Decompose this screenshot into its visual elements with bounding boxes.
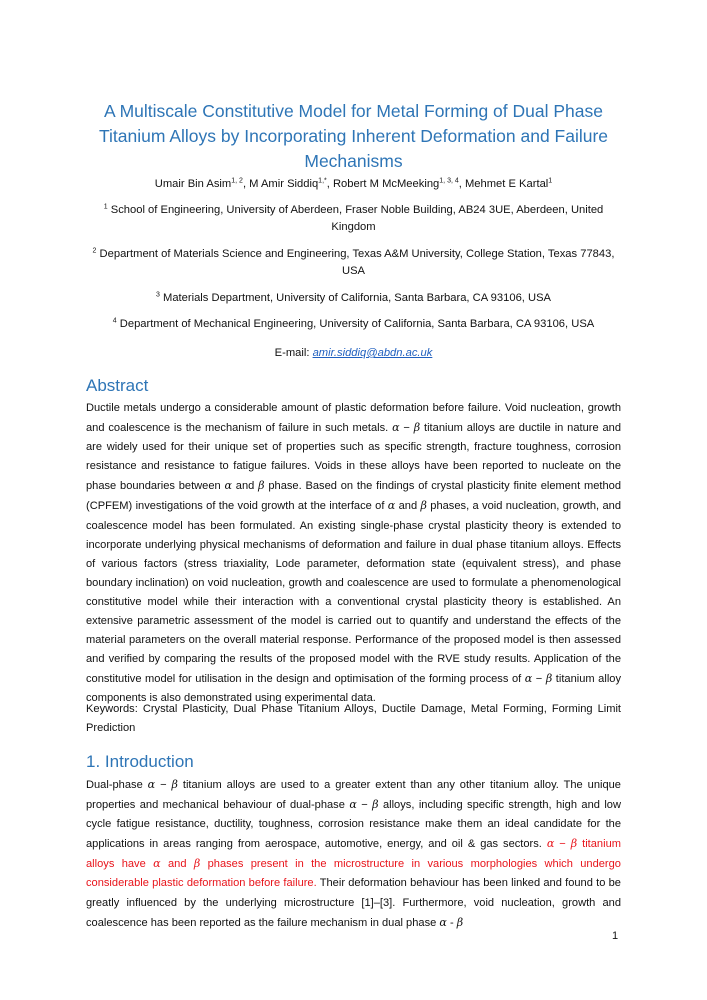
abstract-text: Ductile metals undergo a considerable amount of plastic deformation before failure. Void nucleation, growth and coalescence is the mechanism of failure in such metals. α − β titanium alloys are ductile in nature and are widely used for their unique set of properties such as specific strength, fracture toughness, corrosion resistance and resistance to fatigue failures. Voids in these alloys have been reported to nucleate on the phase boundaries between α and β phase. Based on the findings of crystal plasticity finite element method (CPFEM) investigations of the void growth at the interface of α and β phases, a void nucleation, growth, and coalescence model has been formulated. An existing single-phase crystal plasticity theory is extended to incorporate underlying physical mechanisms of deformation and failure in dual phase titanium alloys. Effects of various factors (stress triaxiality, Lode parameter, deformation state (equivalent stress), and phase boundary inclination) on void nucleation, growth and coalescence are used to formulate a phenomenological constitutive model while their interaction with a conventional crystal plasticity theory is established. An extensive parametric assessment of the model is carried out to quantify and understand the effects of the material parameters on the overall material response. Performance of the proposed model is then assessed and verified by comparing the results of the proposed model with the RVE study results. Application of the constitutive model for utilisation in the design and optimisation of the forming process of α − β titanium alloy components is also demonstrated using experimental data. [86, 402, 621, 705]
author-affiliation-mark: 1, 3, 4 [439, 177, 459, 185]
affiliation-4 [82, 316, 625, 333]
affiliation-text: Materials Department, University of California, Santa Barbara, CA 93106, USA [163, 292, 552, 304]
affiliation-mark: 4 [112, 317, 117, 325]
abstract-heading: Abstract [86, 376, 149, 395]
affiliation-mark: 3 [155, 291, 160, 299]
author-affiliation-mark: 1,* [318, 177, 327, 185]
email-link[interactable]: amir.siddiq@abdn.ac.uk [312, 347, 433, 359]
author-list: Umair Bin Asim$^{1, 2}$, M Amir Siddiq$^{1,*}$, Robert M McMeeking$^{1, 3, 4}$, Mehmet E Kartal$^1$ [154, 177, 553, 190]
introduction-heading: 1. Introduction [86, 752, 194, 771]
author-name: Mehmet E Kartal [464, 178, 549, 190]
author-affiliation-mark: 1, 2 [231, 177, 243, 185]
affiliation-mark: 2 [92, 247, 97, 255]
page-number: 1 [612, 930, 619, 942]
affiliation-3 [82, 290, 625, 307]
highlighted-sentence: α − β titanium alloys have α and β phases present in the microstructure in various morphologies which undergo considerable plastic deformation before failure. [86, 837, 621, 890]
affiliation-mark: 1 [103, 203, 108, 211]
paper-title: A Multiscale Constitutive Model for Metal Forming of Dual Phase Titanium Alloys by Incorporating Inherent Deformation and Failure Mechanisms [98, 101, 609, 171]
affiliation-text: School of Engineering, University of Aberdeen, Fraser Noble Building, AB24 3UE, Aberdeen, United Kingdom [110, 204, 604, 233]
author-name: Robert M McMeeking [332, 178, 440, 190]
author-name: Umair Bin Asim [154, 178, 232, 190]
email-label: E-mail: [274, 347, 310, 359]
contact-email [82, 345, 625, 362]
affiliation-1 [82, 202, 625, 236]
author-affiliation-mark: 1 [548, 177, 553, 185]
affiliation-2 [82, 246, 625, 280]
affiliation-text: Department of Materials Science and Engineering, Texas A&M University, College Station, Texas 77843, USA [99, 248, 615, 277]
author-name: M Amir Siddiq [249, 178, 319, 190]
introduction-text: Dual-phase α − β titanium alloys are used to a greater extent than any other titanium alloy. The unique properties and mechanical behaviour of dual-phase α − β alloys, including specific strength, high and low cycle fatigue resistance, ductility, toughness, corrosion resistance make them an ideal candidate for the applications in areas ranging from aerospace, automotive, energy, and oil & gas sectors. α − β titanium alloys have α and β phases present in the microstructure in various morphologies which undergo considerable plastic deformation before failure. Their deformation behaviour has been linked and found to be greatly influenced by the underlying microstructure [1]–[3]. Furthermore, void nucleation, growth and coalescence has been reported as the failure mechanism in dual phase α - β [86, 778, 621, 929]
keywords: Keywords: Crystal Plasticity, Dual Phase Titanium Alloys, Ductile Damage, Metal Forming, Forming Limit Prediction [86, 703, 621, 735]
affiliation-text: Department of Mechanical Engineering, University of California, Santa Barbara, CA 93106, USA [119, 318, 595, 330]
